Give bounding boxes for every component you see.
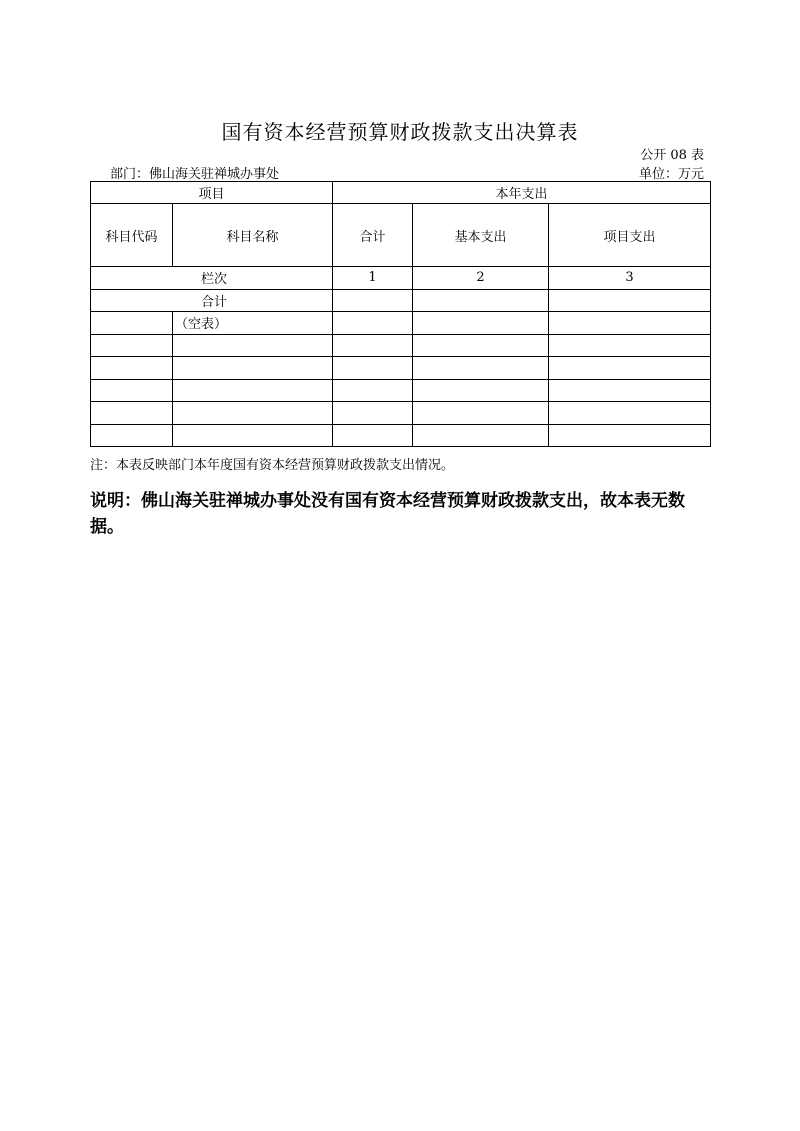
table-row <box>91 312 711 335</box>
table-cell <box>413 402 549 425</box>
table-cell <box>333 379 413 402</box>
table-cell <box>549 424 711 447</box>
table-cell <box>333 357 413 380</box>
table-cell <box>413 289 549 312</box>
department-label: 部门：佛山海关驻禅城办事处 <box>110 167 280 182</box>
table-cell <box>413 379 549 402</box>
table-cell <box>91 424 173 447</box>
column-index-label: 栏次 <box>91 267 333 290</box>
table-cell <box>91 312 173 335</box>
table-cell <box>333 424 413 447</box>
table-cell <box>413 424 549 447</box>
table-cell <box>549 357 711 380</box>
header-current-year-expense: 本年支出 <box>333 182 711 204</box>
expense-table <box>90 181 711 447</box>
header-total: 合计 <box>333 204 413 267</box>
table-header-row-1 <box>91 182 711 204</box>
column-index-2: 2 <box>413 267 549 290</box>
table-cell <box>173 424 333 447</box>
table-cell <box>333 334 413 357</box>
page-title: 国有资本经营预算财政拨款支出决算表 <box>221 120 579 144</box>
table-cell <box>549 379 711 402</box>
table-cell <box>173 357 333 380</box>
unit-label: 单位：万元 <box>638 167 704 182</box>
header-basic-expense: 基本支出 <box>413 204 549 267</box>
table-cell <box>91 379 173 402</box>
table-note: 注：本表反映部门本年度国有资本经营预算财政拨款支出情况。 <box>90 458 455 473</box>
table-cell <box>413 357 549 380</box>
table-cell <box>549 402 711 425</box>
table-cell <box>173 379 333 402</box>
column-index-3: 3 <box>549 267 711 290</box>
table-cell <box>333 289 413 312</box>
table-row <box>91 334 711 357</box>
table-cell <box>333 312 413 335</box>
total-row <box>91 289 711 312</box>
table-cell <box>173 334 333 357</box>
table-cell <box>413 334 549 357</box>
explanation-text: 说明：佛山海关驻禅城办事处没有国有资本经营预算财政拨款支出，故本表无数据。 <box>90 491 685 537</box>
table-cell <box>91 334 173 357</box>
table-cell <box>333 402 413 425</box>
form-code: 公开 08 表 <box>640 148 704 163</box>
column-index-1: 1 <box>333 267 413 290</box>
header-subject-name: 科目名称 <box>173 204 333 267</box>
table-cell <box>549 334 711 357</box>
table-cell <box>173 402 333 425</box>
header-project: 项目 <box>91 182 333 204</box>
header-project-expense: 项目支出 <box>549 204 711 267</box>
table-cell <box>91 402 173 425</box>
table-row <box>91 379 711 402</box>
total-row-label: 合计 <box>91 289 333 312</box>
table-header-row-2 <box>91 204 711 267</box>
table-cell <box>549 289 711 312</box>
table-cell <box>91 357 173 380</box>
empty-table-label: （空表） <box>173 312 333 335</box>
table-cell <box>549 312 711 335</box>
header-subject-code: 科目代码 <box>91 204 173 267</box>
table-row <box>91 402 711 425</box>
table-row <box>91 424 711 447</box>
table-cell <box>413 312 549 335</box>
column-index-row <box>91 267 711 290</box>
table-row <box>91 357 711 380</box>
